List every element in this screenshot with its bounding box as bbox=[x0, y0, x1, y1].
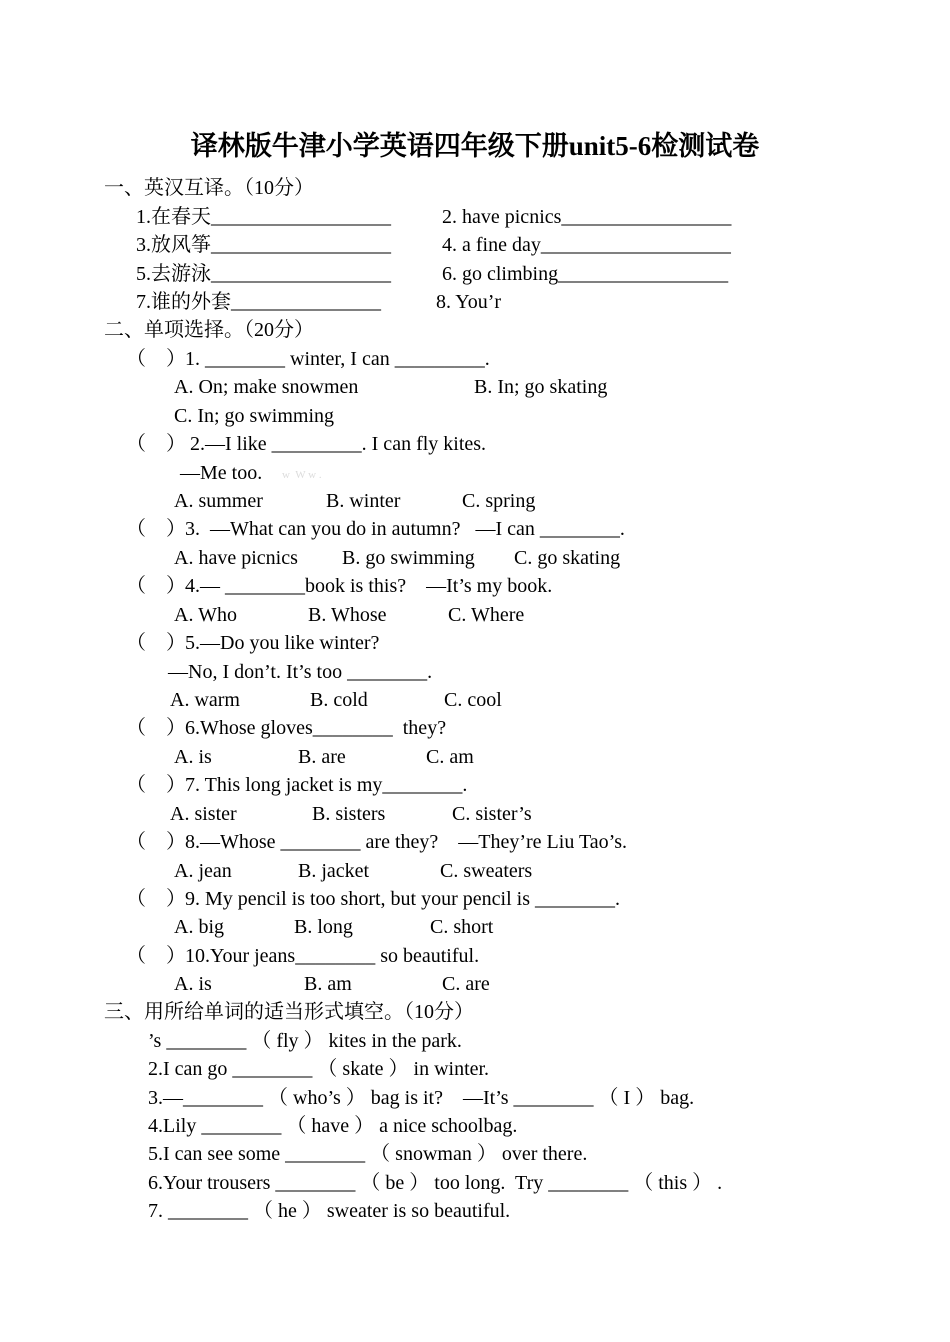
answer-paren: （ ） bbox=[126, 717, 186, 739]
question-stem: 10.Your jeans________ so beautiful. bbox=[185, 945, 480, 967]
section1-heading: 一、英汉互译。（10分） bbox=[104, 177, 314, 199]
option-a: A. Who bbox=[174, 604, 237, 626]
section2-heading: 二、单项选择。（20分） bbox=[104, 319, 314, 341]
question-stem: 8.—Whose ________ are they? —They’re Liu Tao’s. bbox=[185, 831, 628, 853]
translation-item-5: 5.去游泳__________________ bbox=[136, 263, 391, 285]
option-a: A. sister bbox=[170, 803, 237, 825]
option-c: C. sister’s bbox=[452, 803, 532, 825]
option-a: A. is bbox=[174, 746, 212, 768]
answer-paren: （ ） bbox=[126, 632, 186, 654]
fill-blank-line-7: 7. ________ （ he ） sweater is so beautiful. bbox=[148, 1200, 511, 1222]
answer-paren: （ ） bbox=[126, 945, 186, 967]
option-b: B. sisters bbox=[312, 803, 386, 825]
fill-blank-line-2: 2.I can go ________ （ skate ） in winter. bbox=[148, 1058, 490, 1080]
watermark: w W w . bbox=[282, 469, 322, 481]
answer-paren: （ ） bbox=[126, 433, 186, 455]
question-stem: 6.Whose gloves________ they? bbox=[185, 717, 447, 739]
question-stem-line2: —No, I don’t. It’s too ________. bbox=[168, 661, 433, 683]
translation-item-3: 3.放风筝__________________ bbox=[136, 234, 391, 256]
answer-paren: （ ） bbox=[126, 774, 186, 796]
option-c: C. am bbox=[426, 746, 474, 768]
fill-blank-line-6: 6.Your trousers ________ （ be ） too long. Try ________ （ this ） . bbox=[148, 1172, 723, 1194]
question-stem: 1. ________ winter, I can _________. bbox=[185, 348, 490, 370]
translation-item-7: 7.谁的外套_______________ bbox=[136, 291, 381, 313]
question-stem: 5.—Do you like winter? bbox=[185, 632, 380, 654]
question-stem: 2.—I like _________. I can fly kites. bbox=[190, 433, 487, 455]
translation-item-8: 8. You’r bbox=[436, 291, 502, 313]
option-c: C. short bbox=[430, 916, 494, 938]
option-b: B. long bbox=[294, 916, 353, 938]
question-stem: 7. This long jacket is my________. bbox=[185, 774, 468, 796]
translation-item-4: 4. a fine day___________________ bbox=[442, 234, 731, 256]
option-a: A. is bbox=[174, 973, 212, 995]
option-a: A. big bbox=[174, 916, 224, 938]
translation-item-2: 2. have picnics_________________ bbox=[442, 206, 732, 228]
page-title: 译林版牛津小学英语四年级下册unit5-6检测试卷 bbox=[190, 131, 760, 161]
option-a: A. summer bbox=[174, 490, 263, 512]
option-a: A. warm bbox=[170, 689, 240, 711]
fill-blank-line-5: 5.I can see some ________ （ snowman ） over there. bbox=[148, 1143, 588, 1165]
answer-paren: （ ） bbox=[126, 348, 186, 370]
option-c: C. are bbox=[442, 973, 490, 995]
section3-heading: 三、用所给单词的适当形式填空。（10分） bbox=[104, 1001, 474, 1023]
option-c: C. spring bbox=[462, 490, 536, 512]
fill-blank-line-3: 3.—________ （ who’s ） bag is it? —It’s ________ （ I ） bag. bbox=[148, 1087, 695, 1109]
option-a: A. On; make snowmen bbox=[174, 376, 359, 398]
option-c: C. In; go swimming bbox=[174, 405, 335, 427]
option-b: B. winter bbox=[326, 490, 401, 512]
question-stem: 4.— ________book is this? —It’s my book. bbox=[185, 575, 553, 597]
question-stem: 3. —What can you do in autumn? —I can ________. bbox=[185, 518, 625, 540]
answer-paren: （ ） bbox=[126, 518, 186, 540]
option-c: C. go skating bbox=[514, 547, 621, 569]
option-a: A. have picnics bbox=[174, 547, 298, 569]
fill-blank-line-4: 4.Lily ________ （ have ） a nice schoolbag. bbox=[148, 1115, 518, 1137]
translation-item-1: 1.在春天__________________ bbox=[136, 206, 391, 228]
option-b: B. jacket bbox=[298, 860, 370, 882]
answer-paren: （ ） bbox=[126, 888, 186, 910]
answer-paren: （ ） bbox=[126, 831, 186, 853]
option-c: C. Where bbox=[448, 604, 525, 626]
fill-blank-line-1: ’s ________ （ fly ） kites in the park. bbox=[148, 1030, 462, 1052]
option-a: A. jean bbox=[174, 860, 232, 882]
option-c: C. sweaters bbox=[440, 860, 533, 882]
question-stem: 9. My pencil is too short, but your pencil is ________. bbox=[185, 888, 620, 910]
answer-paren: （ ） bbox=[126, 575, 186, 597]
option-b: B. go swimming bbox=[342, 547, 475, 569]
option-b: B. Whose bbox=[308, 604, 387, 626]
option-c: C. cool bbox=[444, 689, 502, 711]
option-b: B. cold bbox=[310, 689, 368, 711]
option-b: B. In; go skating bbox=[474, 376, 608, 398]
translation-item-6: 6. go climbing_________________ bbox=[442, 263, 729, 285]
option-b: B. are bbox=[298, 746, 346, 768]
option-b: B. am bbox=[304, 973, 352, 995]
question-stem-line2: —Me too. bbox=[180, 462, 263, 484]
